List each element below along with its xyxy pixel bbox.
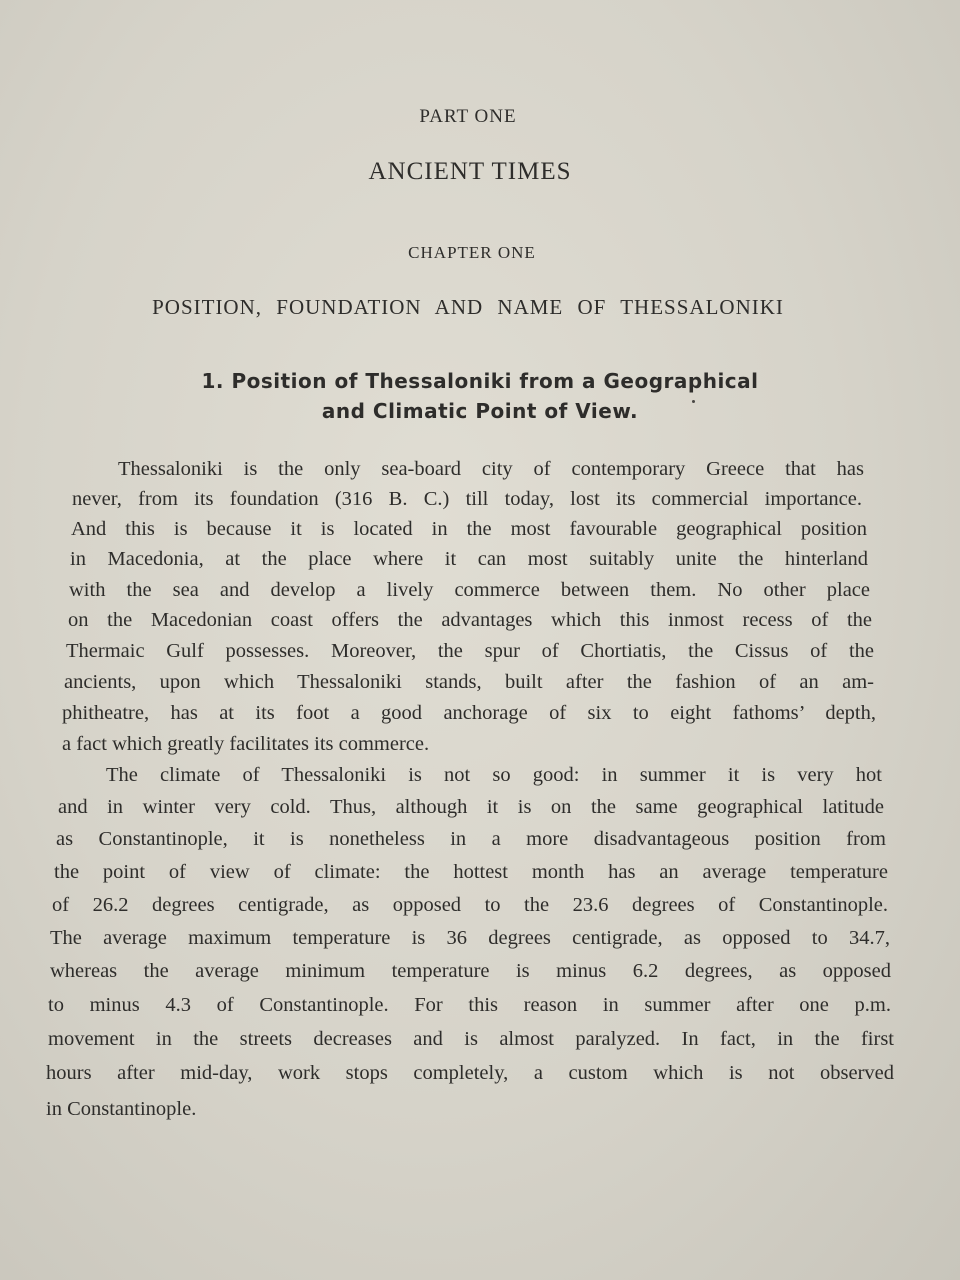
body-line: The average maximum temperature is 36 degrees centigrade, as opposed to 34.7, <box>50 927 890 949</box>
body-line: hours after mid-day, work stops completely, a custom which is not observed <box>46 1062 894 1084</box>
body-line: on the Macedonian coast offers the advantages which this inmost recess of the <box>68 609 872 631</box>
print-speck <box>692 400 695 403</box>
body-line: of 26.2 degrees centigrade, as opposed to the 23.6 degrees of Constantinople. <box>52 894 888 916</box>
body-line: with the sea and develop a lively commerce between them. No other place <box>69 579 870 601</box>
body-line: and in winter very cold. Thus, although it is on the same geographical latitude <box>58 796 884 818</box>
section-title-line-2: and Climatic Point of View. <box>321 399 639 423</box>
section-title-line-1: 1. Position of Thessaloniki from a Geographical <box>201 369 759 393</box>
body-line: The climate of Thessaloniki is not so good: in summer it is very hot <box>106 764 882 786</box>
body-line: in Constantinople. <box>46 1098 197 1120</box>
body-line: And this is because it is located in the most favourable geographical position <box>71 518 867 540</box>
body-line: phitheatre, has at its foot a good anchorage of six to eight fathoms’ depth, <box>62 702 876 724</box>
body-line: as Constantinople, it is nonetheless in a more disadvantageous position from <box>56 828 886 850</box>
body-line: in Macedonia, at the place where it can most suitably unite the hinterland <box>70 548 868 570</box>
body-line: to minus 4.3 of Constantinople. For this reason in summer after one p.m. <box>48 994 891 1016</box>
part-label: PART ONE <box>419 106 517 127</box>
chapter-title: POSITION, FOUNDATION AND NAME OF THESSALONIKI <box>152 295 784 319</box>
body-line: never, from its foundation (316 B. C.) till today, lost its commercial importance. <box>72 488 862 510</box>
body-line: movement in the streets decreases and is almost paralyzed. In fact, in the first <box>48 1028 894 1050</box>
body-line: Thermaic Gulf possesses. Moreover, the spur of Chortiatis, the Cissus of the <box>66 640 874 662</box>
body-line: whereas the average minimum temperature is minus 6.2 degrees, as opposed <box>50 960 891 982</box>
body-line: a fact which greatly facilitates its commerce. <box>62 733 430 755</box>
body-line: Thessaloniki is the only sea-board city of contemporary Greece that has <box>118 458 864 480</box>
section-title <box>90 366 870 426</box>
body-line: the point of view of climate: the hottest month has an average temperature <box>54 861 888 883</box>
body-line: ancients, upon which Thessaloniki stands, built after the fashion of an am- <box>64 671 874 693</box>
chapter-label: CHAPTER ONE <box>408 243 536 262</box>
part-title: ANCIENT TIMES <box>368 158 572 185</box>
